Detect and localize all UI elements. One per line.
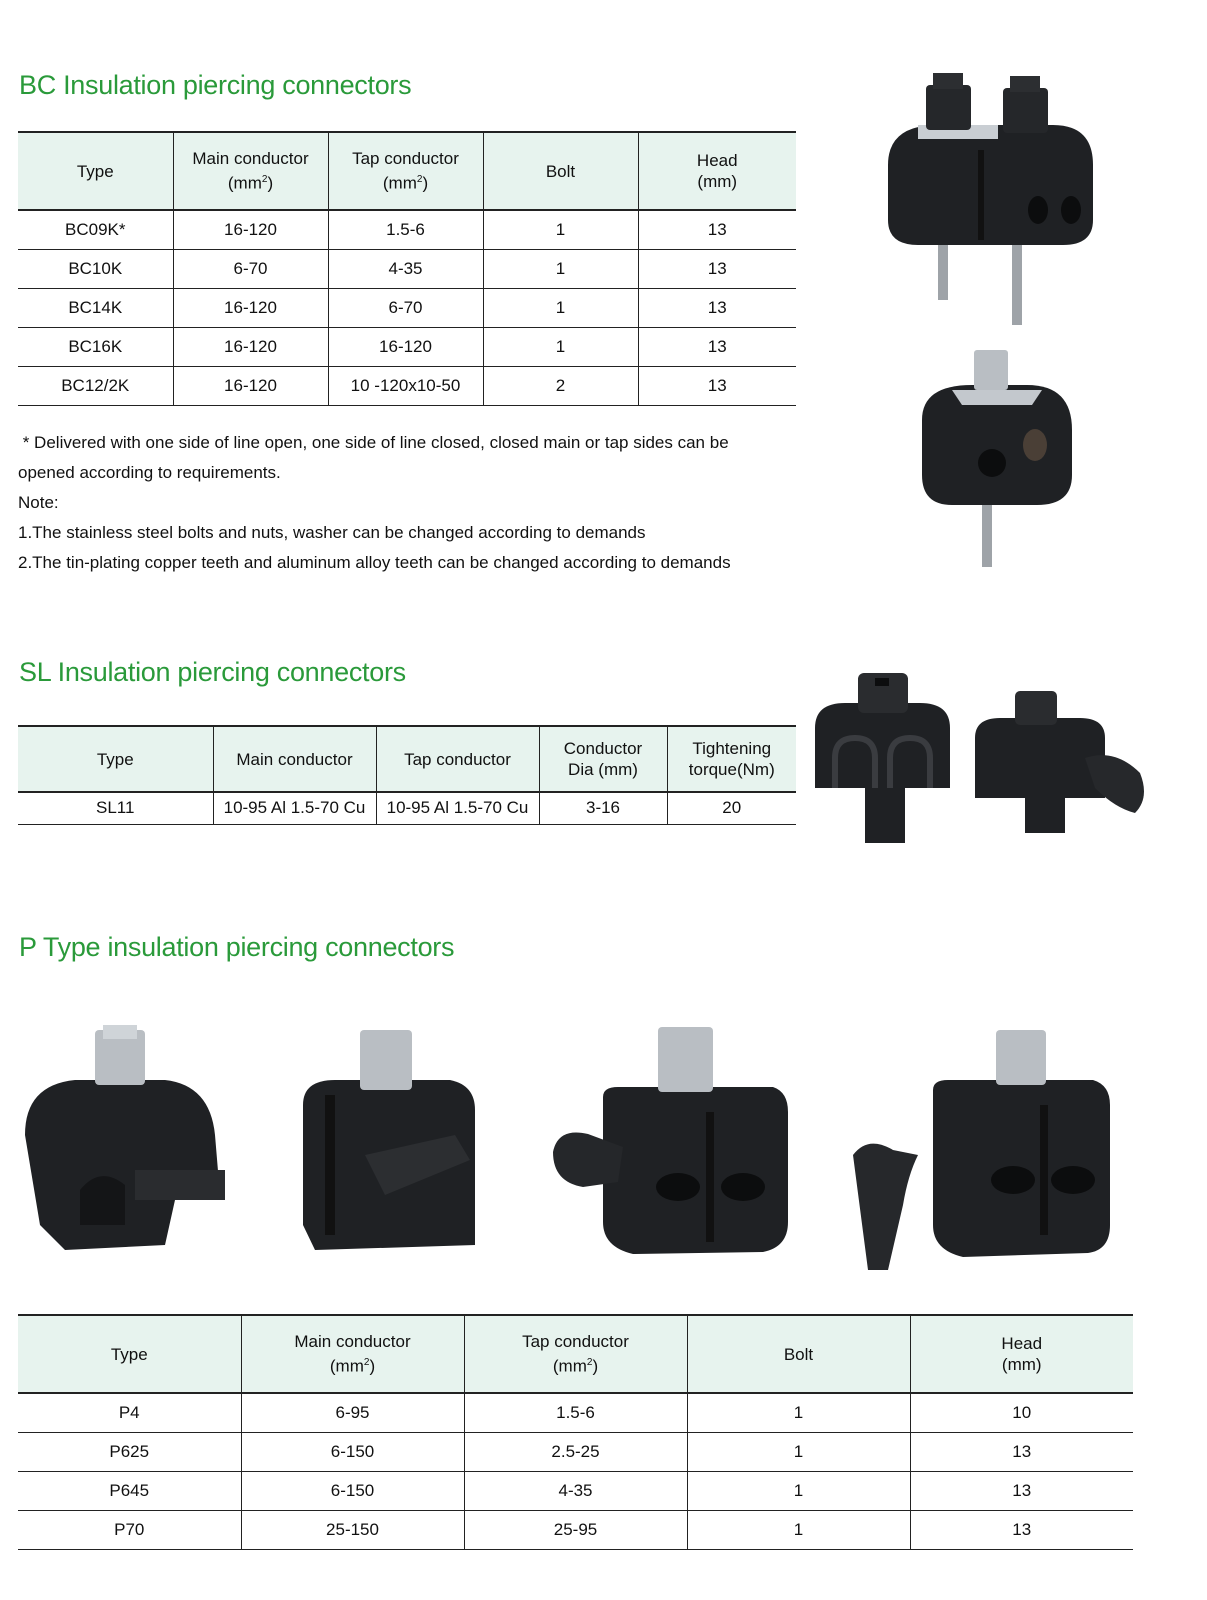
table-cell: 6-95 (241, 1393, 464, 1432)
table-cell: 1 (483, 210, 638, 249)
col-header-tap-conductor: Tap conductor (376, 726, 539, 792)
table-cell: 13 (638, 249, 796, 288)
table-cell: 1 (687, 1393, 910, 1432)
col-header-tap-conductor: Tap conductor $(mm^2)$ (328, 132, 483, 210)
p70-connector-photo (848, 1025, 1118, 1275)
table-row (18, 1393, 1133, 1432)
p625-connector-photo (295, 1025, 485, 1265)
col-header-bolt: Bolt (687, 1315, 910, 1393)
footnote-line: * Delivered with one side of line open, one side of line closed, closed main or tap sides can be (18, 433, 729, 452)
table-cell: 10-95 Al 1.5-70 Cu (376, 792, 539, 824)
note-item: 2.The tin-plating copper teeth and aluminum alloy teeth can be changed according to demands (18, 553, 731, 572)
bc-spec-table (18, 131, 796, 406)
table-cell: 16-120 (173, 366, 328, 405)
table-cell: P4 (18, 1393, 241, 1432)
table-cell: 1 (483, 327, 638, 366)
table-cell: 16-120 (328, 327, 483, 366)
sl-spec-table (18, 725, 796, 825)
table-cell: 3-16 (539, 792, 667, 824)
table-cell: 16-120 (173, 210, 328, 249)
table-cell: 13 (638, 288, 796, 327)
bc-section-title: BC Insulation piercing connectors (19, 70, 412, 100)
table-cell: 13 (638, 366, 796, 405)
bc-single-bolt-connector-photo (912, 345, 1082, 570)
table-cell: P645 (18, 1471, 241, 1510)
col-header-type: Type (18, 726, 213, 792)
col-header-tightening-torque: Tightening torque(Nm) (667, 726, 796, 792)
table-cell: P70 (18, 1510, 241, 1549)
table-header-row (18, 132, 796, 210)
table-cell: 1 (687, 1471, 910, 1510)
bc-double-bolt-connector-photo (878, 70, 1108, 325)
p4-connector-photo (15, 1025, 230, 1260)
col-header-tap-conductor: Tap conductor $(mm^2)$ (464, 1315, 687, 1393)
table-row (18, 366, 796, 405)
bc-notes (18, 428, 808, 578)
table-cell: 4-35 (328, 249, 483, 288)
sl-connector-photo (810, 668, 960, 848)
table-cell: SL11 (18, 792, 213, 824)
table-cell: BC12/2K (18, 366, 173, 405)
table-cell: 1.5-6 (328, 210, 483, 249)
table-header-row (18, 726, 796, 792)
table-row (18, 1432, 1133, 1471)
col-header-type: Type (18, 132, 173, 210)
note-item: 1.The stainless steel bolts and nuts, washer can be changed according to demands (18, 523, 646, 542)
table-cell: 10 (910, 1393, 1133, 1432)
col-header-conductor-dia: Conductor Dia (mm) (539, 726, 667, 792)
p645-connector-photo (548, 1022, 798, 1272)
table-cell: 20 (667, 792, 796, 824)
table-cell: P625 (18, 1432, 241, 1471)
col-header-head: Head (mm) (638, 132, 796, 210)
table-cell: 4-35 (464, 1471, 687, 1510)
table-cell: 6-70 (328, 288, 483, 327)
table-cell: 6-150 (241, 1432, 464, 1471)
note-label: Note: (18, 493, 59, 512)
table-cell: 13 (910, 1432, 1133, 1471)
table-cell: 13 (638, 210, 796, 249)
footnote-line: opened according to requirements. (18, 463, 281, 482)
col-header-bolt: Bolt (483, 132, 638, 210)
table-header-row (18, 1315, 1133, 1393)
col-header-main-conductor: Main conductor $(mm^2)$ (173, 132, 328, 210)
table-cell: 6-150 (241, 1471, 464, 1510)
table-cell: 1 (483, 249, 638, 288)
table-row (18, 288, 796, 327)
table-cell: 10 -120x10-50 (328, 366, 483, 405)
table-row (18, 327, 796, 366)
table-cell: 6-70 (173, 249, 328, 288)
table-cell: 16-120 (173, 288, 328, 327)
table-cell: 25-150 (241, 1510, 464, 1549)
p-spec-table (18, 1314, 1133, 1550)
table-row (18, 249, 796, 288)
col-header-type: Type (18, 1315, 241, 1393)
table-row (18, 210, 796, 249)
table-cell: 16-120 (173, 327, 328, 366)
table-cell: 10-95 Al 1.5-70 Cu (213, 792, 376, 824)
table-cell: BC10K (18, 249, 173, 288)
table-cell: 13 (910, 1510, 1133, 1549)
table-cell: 25-95 (464, 1510, 687, 1549)
table-cell: 13 (910, 1471, 1133, 1510)
table-cell: 13 (638, 327, 796, 366)
table-cell: 2 (483, 366, 638, 405)
table-cell: BC14K (18, 288, 173, 327)
sl-connector-open-cap-photo (965, 688, 1155, 838)
table-cell: 1.5-6 (464, 1393, 687, 1432)
table-cell: 1 (687, 1510, 910, 1549)
table-cell: BC09K* (18, 210, 173, 249)
table-cell: 2.5-25 (464, 1432, 687, 1471)
table-cell: BC16K (18, 327, 173, 366)
col-header-main-conductor: Main conductor $(mm^2)$ (241, 1315, 464, 1393)
table-row (18, 792, 796, 824)
p-section-title: P Type insulation piercing connectors (19, 932, 455, 962)
col-header-head: Head (mm) (910, 1315, 1133, 1393)
col-header-main-conductor: Main conductor (213, 726, 376, 792)
table-cell: 1 (687, 1432, 910, 1471)
sl-section-title: SL Insulation piercing connectors (19, 657, 406, 687)
table-cell: 1 (483, 288, 638, 327)
table-row (18, 1471, 1133, 1510)
table-row (18, 1510, 1133, 1549)
